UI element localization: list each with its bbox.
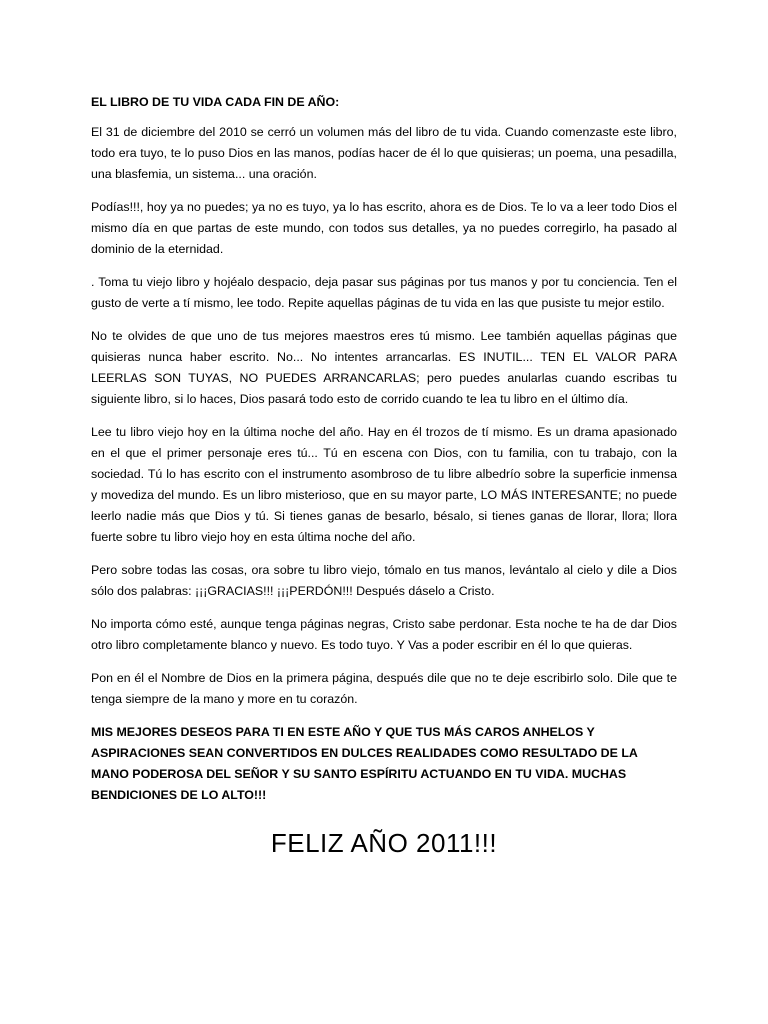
paragraph-1: El 31 de diciembre del 2010 se cerró un volumen más del libro de tu vida. Cuando comenzaste este libro, todo era tuyo, te lo puso Dios en las manos, podías hacer de él lo que quisieras; un poema, una pesadilla, una blasfemia, un sistema... una oración. <box>91 125 677 181</box>
closing-wishes: MIS MEJORES DESEOS PARA TI EN ESTE AÑO Y QUE TUS MÁS CAROS ANHELOS Y ASPIRACIONES SEAN CONVERTIDOS EN DULCES REALIDADES COMO RESULTADO DE LA MANO PODEROSA DEL SEÑOR Y SU SANTO ESPÍRITU ACTUANDO EN TU VIDA. MUCHAS BENDICIONES DE LO ALTO!!! <box>91 725 638 802</box>
paragraph-7: No importa cómo esté, aunque tenga páginas negras, Cristo sabe perdonar. Esta noche te ha de dar Dios otro libro completamente blanco y nuevo. Es todo tuyo. Y Vas a poder escribir en él lo que quieras. <box>91 617 677 652</box>
paragraph-5: Lee tu libro viejo hoy en la última noche del año. Hay en él trozos de tí mismo. Es un drama apasionado en el que el primer personaje eres tú... Tú en escena con Dios, con tu familia, con tu trabajo, con la sociedad. Tú lo has escrito con el instrumento asombroso de tu libre albedrío sobre la superficie inmensa y movediza del mundo. Es un libro misterioso, que en su mayor parte, LO MÁS INTERESANTE; no puede leerlo nadie más que Dios y tú. Si tienes ganas de besarlo, bésalo, si tienes ganas de llorar, llora; llora fuerte sobre tu libro viejo hoy en esta última noche del año. <box>91 425 677 544</box>
paragraph-8: Pon en él el Nombre de Dios en la primera página, después dile que no te deje escribirlo solo. Dile que te tenga siempre de la mano y more en tu corazón. <box>91 671 677 706</box>
new-year-greeting: FELIZ AÑO 2011!!! <box>270 828 498 858</box>
paragraph-6: Pero sobre todas las cosas, ora sobre tu libro viejo, tómalo en tus manos, levántalo al cielo y dile a Dios sólo dos palabras: ¡¡¡GRACIAS!!! ¡¡¡PERDÓN!!! Después dáselo a Cristo. <box>91 563 677 598</box>
paragraph-3: . Toma tu viejo libro y hojéalo despacio, deja pasar sus páginas por tus manos y por tu conciencia. Ten el gusto de verte a tí mismo, lee todo. Repite aquellas páginas de tu vida en las que pusiste tu mejor estilo. <box>91 275 677 310</box>
document-title: EL LIBRO DE TU VIDA CADA FIN DE AÑO: <box>91 95 340 109</box>
document-page <box>91 92 677 860</box>
paragraph-2: Podías!!!, hoy ya no puedes; ya no es tuyo, ya lo has escrito, ahora es de Dios. Te lo va a leer todo Dios el mismo día en que partas de este mundo, con todos sus detalles, ya no puedes corregirlo, ha pasado al dominio de la eternidad. <box>91 200 677 256</box>
paragraph-4: No te olvides de que uno de tus mejores maestros eres tú mismo. Lee también aquellas páginas que quisieras nunca haber escrito. No... No intentes arrancarlas. ES INUTIL... TEN EL VALOR PARA LEERLAS SON TUYAS, NO PUEDES ARRANCARLAS; pero puedes anularlas cuando escribas tu siguiente libro, si lo haces, Dios pasará todo esto de corrido cuando te lea tu libro en el último día. <box>91 329 677 406</box>
